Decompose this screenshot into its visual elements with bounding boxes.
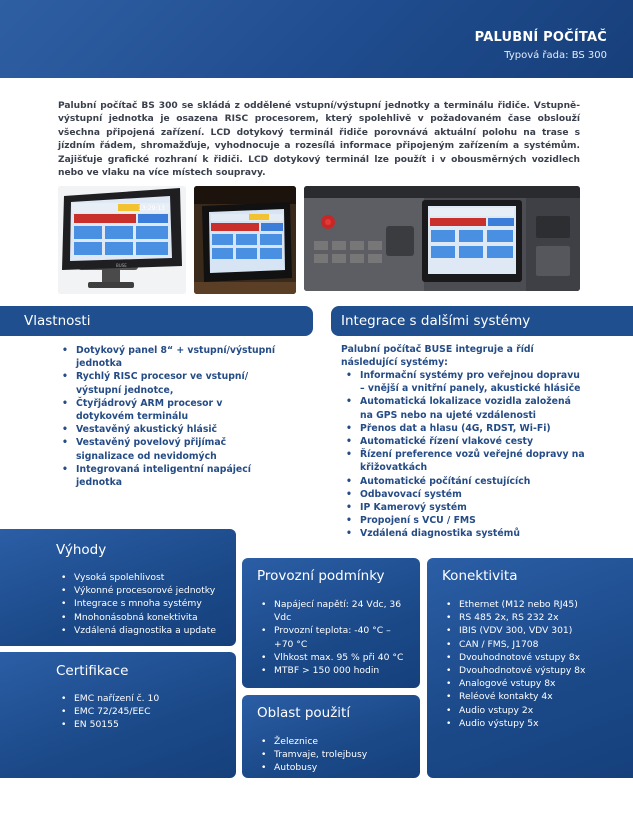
certifikace-list xyxy=(59,692,234,732)
dashboard-photo xyxy=(304,186,580,291)
certifikace-heading: Certifikace xyxy=(56,663,129,679)
list-item: • Železnice xyxy=(259,735,409,748)
vyhody-list xyxy=(59,571,234,637)
page-title: PALUBNÍ POČÍTAČ xyxy=(474,30,607,45)
terminal-photo-mount xyxy=(58,186,186,294)
list-item: • Čtyřjádrový ARM procesor v dotykovém terminálu xyxy=(62,397,282,423)
list-item: • CAN / FMS, J1708 xyxy=(444,638,629,651)
list-item: • Vzdálená diagnostika systémů xyxy=(346,527,586,540)
list-item: • Reléové kontakty 4x xyxy=(444,690,629,703)
list-item: • Vysoká spolehlivost xyxy=(59,571,234,584)
oblast-box xyxy=(242,695,420,778)
list-item: • Dvouhodnotové výstupy 8x xyxy=(444,664,629,677)
konektivita-heading: Konektivita xyxy=(442,568,518,584)
vlastnosti-heading: Vlastnosti xyxy=(0,306,313,336)
intro-paragraph: Palubní počítač BS 300 se skládá z oddělené vstupní/výstupní jednotky a terminálu řidiče. Vstupně-výstupní jednotka je osazena RISC procesorem, který spolehlivě v požadovaném čase obslouží všechna připojená zařízení. LCD dotykový terminál řidiče porovnává aktuální polohu na trase s jízdním řádem, shromažďuje, vyhodnocuje a rozesílá informace připojeným zařízením a systémům. Zajišťuje grafické rozhraní k řidiči. LCD dotykový terminál lze použít i v obousměrných vozidlech nebo ve vlaku na více místech soupravy. xyxy=(58,101,580,179)
list-item: • Audio vstupy 2x xyxy=(444,704,629,717)
list-item: • Propojení s VCU / FMS xyxy=(346,514,586,527)
integrace-heading: Integrace s dalšími systémy xyxy=(331,306,633,336)
list-item: • Integrovaná inteligentní napájecí jednotka xyxy=(62,463,282,489)
list-item: • Autobusy xyxy=(259,761,409,774)
list-item: • Výkonné procesorové jednotky xyxy=(59,584,234,597)
terminal-time: 13:29:13 xyxy=(138,205,165,212)
list-item: • Vlhkost max. 95 % při 40 °C xyxy=(259,651,409,664)
oblast-heading: Oblast použití xyxy=(257,705,351,721)
list-item: • Integrace s mnoha systémy xyxy=(59,597,234,610)
certifikace-box xyxy=(0,652,236,778)
konektivita-box xyxy=(427,558,633,778)
list-item: • IP Kamerový systém xyxy=(346,501,586,514)
list-item: • Přenos dat a hlasu (4G, RDST, Wi-Fi) xyxy=(346,422,586,435)
vyhody-heading: Výhody xyxy=(56,542,107,558)
list-item: • EMC 72/245/EEC xyxy=(59,705,234,718)
list-item: • Automatické počítání cestujících xyxy=(346,475,586,488)
list-item: • RS 485 2x, RS 232 2x xyxy=(444,611,629,624)
list-item: • IBIS (VDV 300, VDV 301) xyxy=(444,624,629,637)
list-item: • Informační systémy pro veřejnou dopravu – vnější a vnitřní panely, akustické hlásiče xyxy=(346,369,586,395)
provozni-list xyxy=(259,598,409,677)
list-item: • Provozní teplota: -40 °C – +70 °C xyxy=(259,624,409,650)
list-item: • Rychlý RISC procesor ve vstupní/ výstupní jednotce, xyxy=(62,370,282,396)
list-item: • Automatická lokalizace vozidla založená na GPS nebo na ujeté vzdálenosti xyxy=(346,395,586,421)
list-item: • Mnohonásobná konektivita xyxy=(59,611,234,624)
integrace-list xyxy=(346,369,586,541)
list-item: • Automatické řízení vlakové cesty xyxy=(346,435,586,448)
list-item: • EN 50155 xyxy=(59,718,234,731)
vlastnosti-list xyxy=(62,344,282,489)
oblast-list xyxy=(259,735,409,775)
provozni-box xyxy=(242,558,420,688)
terminal-photo-cabin xyxy=(194,186,296,294)
integrace-intro: Palubní počítač BUSE integruje a řídí následující systémy: xyxy=(341,344,534,368)
list-item: • Analogové vstupy 8x xyxy=(444,677,629,690)
list-item: • Řízení preference vozů veřejné dopravy na křižovatkách xyxy=(346,448,586,474)
vyhody-box xyxy=(0,529,236,646)
list-item: • EMC nařízení č. 10 xyxy=(59,692,234,705)
page-subtitle: Typová řada: BS 300 xyxy=(504,50,607,61)
list-item: • MTBF > 150 000 hodin xyxy=(259,664,409,677)
list-item: • Vzdálená diagnostika a update xyxy=(59,624,234,637)
list-item: • Odbavovací systém xyxy=(346,488,586,501)
list-item: • Dotykový panel 8“ + vstupní/výstupní jednotka xyxy=(62,344,282,370)
list-item: • Ethernet (M12 nebo RJ45) xyxy=(444,598,629,611)
list-item: • Dvouhodnotové vstupy 8x xyxy=(444,651,629,664)
list-item: • Vestavěný povelový přijímač signalizace od nevidomých xyxy=(62,436,282,462)
list-item: • Audio výstupy 5x xyxy=(444,717,629,730)
terminal-brand: BUSE xyxy=(116,263,127,268)
provozni-heading: Provozní podmínky xyxy=(257,568,385,584)
list-item: • Napájecí napětí: 24 Vdc, 36 Vdc xyxy=(259,598,409,624)
header-banner xyxy=(0,0,633,78)
list-item: • Vestavěný akustický hlásič xyxy=(62,423,282,436)
list-item: • Tramvaje, trolejbusy xyxy=(259,748,409,761)
konektivita-list xyxy=(444,598,629,730)
